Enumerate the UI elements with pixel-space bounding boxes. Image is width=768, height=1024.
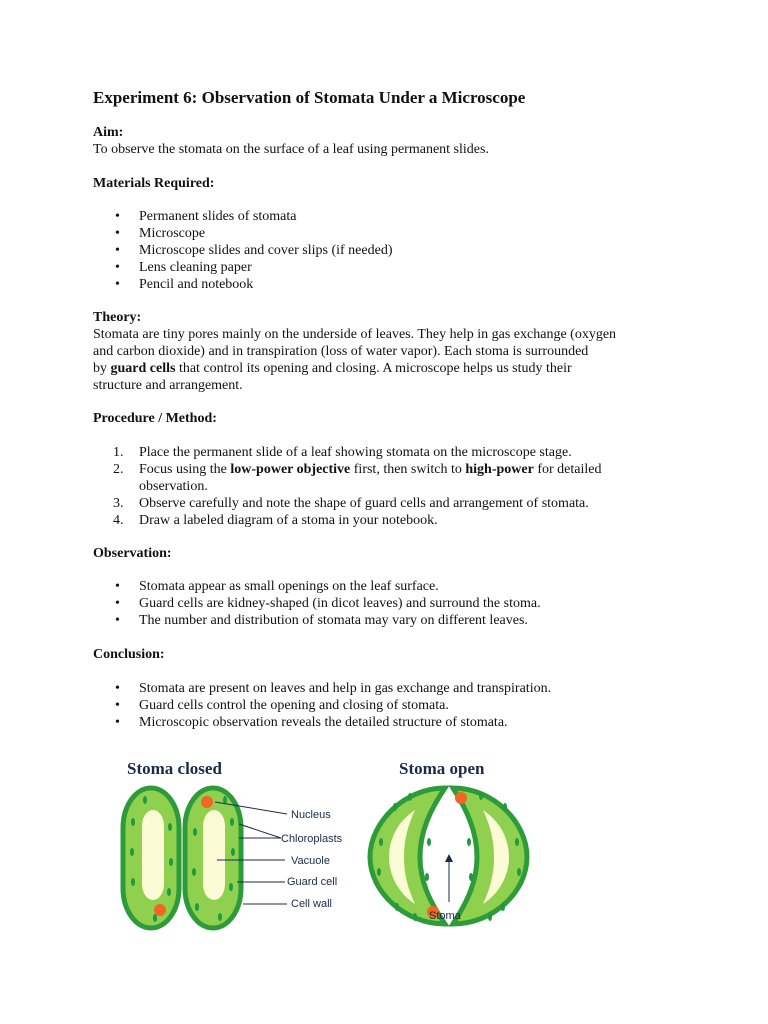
aim-section <box>93 124 693 158</box>
stoma-open-title: Stoma open <box>399 759 485 778</box>
list-item: • Microscope slides and cover slips (if needed) <box>115 243 393 258</box>
list-item: 3. Observe carefully and note the shape of guard cells and arrangement of stomata. <box>113 496 589 511</box>
list-item: 4. Draw a labeled diagram of a stoma in your notebook. <box>113 513 438 528</box>
materials-list <box>93 208 693 293</box>
materials-section <box>93 175 693 192</box>
label-cell-wall: Cell wall <box>291 898 332 910</box>
nucleus-dot <box>154 904 166 916</box>
list-item: • Pencil and notebook <box>115 277 254 292</box>
nucleus-dot <box>455 792 467 804</box>
observation-list <box>93 578 693 629</box>
list-item: 1. Place the permanent slide of a leaf showing stomata on the microscope stage. <box>113 445 572 460</box>
open-guard-cell-left <box>370 788 445 924</box>
conclusion-heading: Conclusion: <box>93 647 165 662</box>
list-item: • Stomata appear as small openings on the leaf surface. <box>115 579 439 594</box>
label-nucleus: Nucleus <box>291 809 331 821</box>
stoma-arrow-head <box>445 854 453 862</box>
list-item: • Guard cells are kidney-shaped (in dicot leaves) and surround the stoma. <box>115 596 541 611</box>
aim-text: To observe the stomata on the surface of a leaf using permanent slides. <box>93 142 489 157</box>
label-guard-cell: Guard cell <box>287 876 338 888</box>
closed-guard-cell-left <box>123 788 179 928</box>
observation-section <box>93 545 693 562</box>
list-item: • Stomata are present on leaves and help in gas exchange and transpiration. <box>115 681 552 696</box>
label-chloroplasts: Chloroplasts <box>281 833 343 845</box>
stoma-closed-title: Stoma closed <box>127 759 222 778</box>
list-item: • Microscope <box>115 226 206 241</box>
list-item: • Lens cleaning paper <box>115 260 252 275</box>
label-vacuole: Vacuole <box>291 855 330 867</box>
materials-heading: Materials Required: <box>93 176 215 191</box>
observation-heading: Observation: <box>93 546 172 561</box>
procedure-list <box>93 444 693 529</box>
procedure-heading: Procedure / Method: <box>93 411 217 426</box>
conclusion-list <box>93 680 693 731</box>
list-item: • The number and distribution of stomata may vary on different leaves. <box>115 613 528 628</box>
list-item: • Permanent slides of stomata <box>115 209 297 224</box>
stomata-diagram <box>115 752 545 932</box>
list-item: • Microscopic observation reveals the detailed structure of stomata. <box>115 715 508 730</box>
closed-guard-cell-right <box>185 788 241 928</box>
procedure-section <box>93 410 693 427</box>
aim-heading: Aim: <box>93 125 124 140</box>
open-guard-cell-right <box>453 788 527 924</box>
theory-heading: Theory: <box>93 310 142 325</box>
theory-section <box>93 309 693 394</box>
page-title: Experiment 6: Observation of Stomata Under a Microscope <box>93 88 526 107</box>
list-item: • Guard cells control the opening and closing of stomata. <box>115 698 449 713</box>
vacuole-shape <box>142 810 164 900</box>
list-item: 2. Focus using the low-power objective first, then switch to high-power for detailed observation. <box>113 462 602 494</box>
nucleus-dot <box>201 796 213 808</box>
vacuole-shape <box>203 810 225 900</box>
label-stoma: Stoma <box>429 910 461 922</box>
theory-text: Stomata are tiny pores mainly on the underside of leaves. They help in gas exchange (oxygen and carbon dioxide) and in transpiration (loss of water vapor). Each stoma is surrounded by guard cells that control its opening and closing. A microscope helps us study their structure and arrangement. <box>93 327 617 393</box>
conclusion-section <box>93 646 693 663</box>
